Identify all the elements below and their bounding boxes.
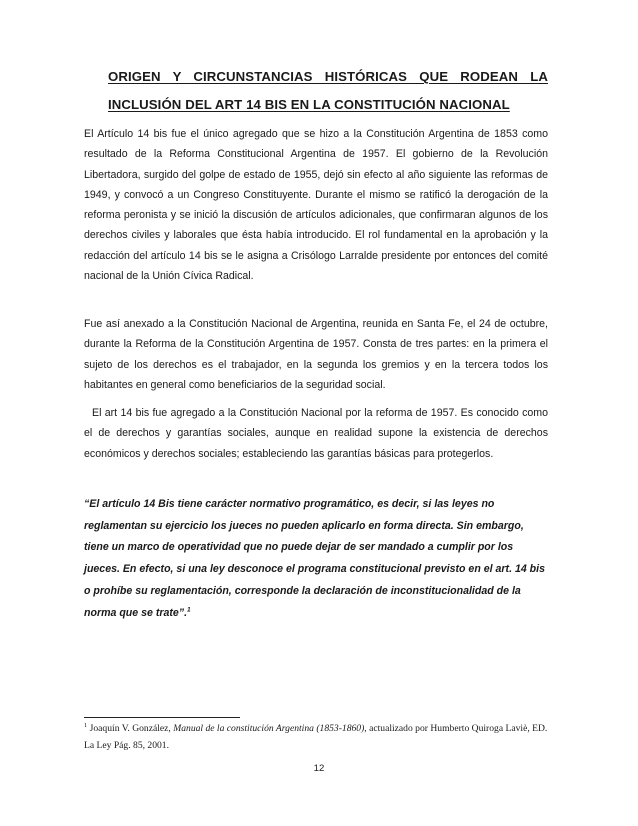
footnote-book-title: Manual de la constitución Argentina (1853-1860) xyxy=(173,723,365,734)
footnote-divider xyxy=(84,717,240,718)
footnote-marker: 1 xyxy=(84,721,88,729)
footnote-rest: , actualizado por Humberto Quiroga Laviè, ED. La Ley Pág. 85, 2001. xyxy=(84,723,548,751)
quote-text: “El artículo 14 Bis tiene carácter normativo programático, es decir, si las leyes no reglamentan su ejercicio los jueces no pueden aplicarlo en forma directa. Sin embargo, tiene un marco de operatividad que no puede dejar de ser mandado a cumplir por los jueces. En efecto, si una ley desconoce el programa constitucional previsto en el art. 14 bis o prohíbe su reglamentación, corresponde la declaración de inconstitucionalidad de la norma que se trate”. xyxy=(84,498,545,619)
paragraph-2: Fue así anexado a la Constitución Nacional de Argentina, reunida en Santa Fe, el 24 de octubre, durante la Reforma de la Constitución Argentina de 1957. Consta de tres partes: en la primera el sujeto de los derechos es el trabajador, en la segunda los gremios y en la tercera todos los habitantes en general como beneficiarios de la seguridad social. xyxy=(84,318,548,391)
footnote xyxy=(84,721,554,754)
page-number: 12 xyxy=(313,763,325,774)
block-quote xyxy=(84,494,548,624)
title-line-1: ORIGEN Y CIRCUNSTANCIAS HISTÓRICAS QUE RODEAN LA xyxy=(108,69,548,84)
footnote-author: Joaquín V. González, xyxy=(87,723,174,734)
paragraph-3 xyxy=(84,403,548,464)
paragraph-3-text: El art 14 bis fue agregado a la Constitución Nacional por la reforma de 1957. Es conocido como el de derechos y garantías sociales, aunque en realidad supone la existencia de derechos económicos y derechos sociales; estableciendo las garantías básicas para protegerlos. xyxy=(84,407,548,460)
footnote-reference[interactable]: 1 xyxy=(187,605,191,613)
paragraph-1: El Artículo 14 bis fue el único agregado que se hizo a la Constitución Argentina de 1853 como resultado de la Reforma Constitucional Argentina de 1957. El gobierno de la Revolución Libertadora, surgido del golpe de estado de 1955, dejó sin efecto al año siguiente las reformas de 1949, y convocó a un Congreso Constituyente. Durante el mismo se ratificó la derogación de la reforma peronista y se inició la discusión de artículos adicionales, que confirmaran algunos de los derechos civiles y laborales que ésta había introducido. El rol fundamental en la aprobación y la redacción del artículo 14 bis se le asigna a Crisólogo Larralde presidente por entonces del comité nacional de la Unión Cívica Radical. xyxy=(84,128,548,283)
title-line-2: INCLUSIÓN DEL ART 14 BIS EN LA CONSTITUCIÓN NACIONAL xyxy=(108,97,510,112)
